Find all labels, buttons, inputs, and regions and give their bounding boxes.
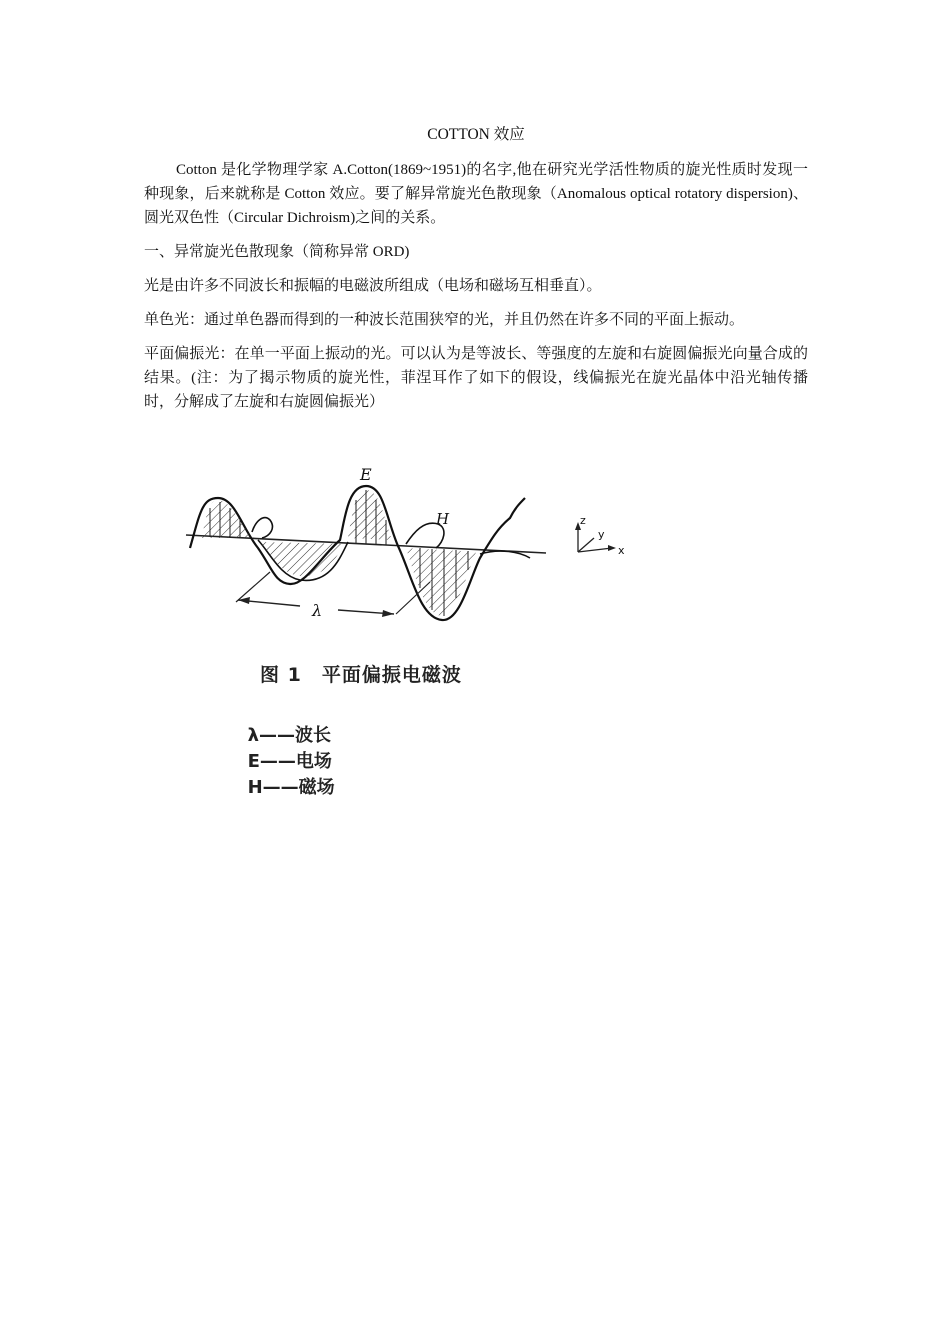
figure-caption-legend: [210, 700, 352, 820]
figure-em-wave: [180, 458, 640, 798]
legend-electric-field: E——电场: [247, 751, 332, 772]
lambda-arrowhead-right: [382, 610, 394, 617]
label-e: E: [360, 465, 372, 484]
document-title: COTTON 效应: [427, 126, 525, 143]
coordinate-axes: [575, 514, 625, 557]
em-wave-diagram: [180, 458, 640, 658]
paragraph-polarized: 平面偏振光：在单一平面上振动的光。可以认为是等波长、等强度的左旋和右旋圆偏振光向量合成的结果。(注：为了揭示物质的旋光性，菲涅耳作了如下的假设，线偏振光在旋光晶体中沿光轴传播时，分解成了左旋和右旋圆偏振光）: [144, 346, 808, 410]
legend-wavelength: λ——波长: [247, 725, 331, 746]
e-hatch-2: [348, 490, 392, 540]
figure-caption-title: 图 1 平面偏振电磁波: [260, 664, 462, 686]
paragraph-monochromatic: 单色光：通过单色器而得到的一种波长范围狭窄的光，并且仍然在许多不同的平面上振动。: [144, 312, 745, 328]
label-lambda: λ: [312, 601, 323, 620]
e-hatch-3: [406, 548, 476, 616]
section-heading-ord: 一、异常旋光色散现象（简称异常 ORD): [144, 244, 410, 260]
axis-label-z: z: [580, 514, 586, 527]
axis-label-x: x: [618, 544, 625, 557]
axis-label-y: y: [598, 528, 605, 541]
legend-magnetic-field: H——磁场: [247, 777, 335, 798]
intro-paragraph: Cotton 是化学物理学家 A.Cotton(1869~1951)的名字,他在研究光学活性物质的旋光性质时发现一种现象，后来就称是 Cotton 效应。要了解异常旋光色散现象（Anomalous optical rotatory dispersion)、圆光双色性（Circular Dichroism)之间的关系。: [144, 162, 808, 226]
lambda-guide-left: [236, 572, 270, 602]
label-h: H: [436, 510, 450, 528]
document-body: [144, 122, 808, 424]
h-field-lobe-left: [252, 518, 272, 538]
paragraph-light: 光是由许多不同波长和振幅的电磁波所组成（电场和磁场互相垂直）。: [144, 278, 602, 294]
